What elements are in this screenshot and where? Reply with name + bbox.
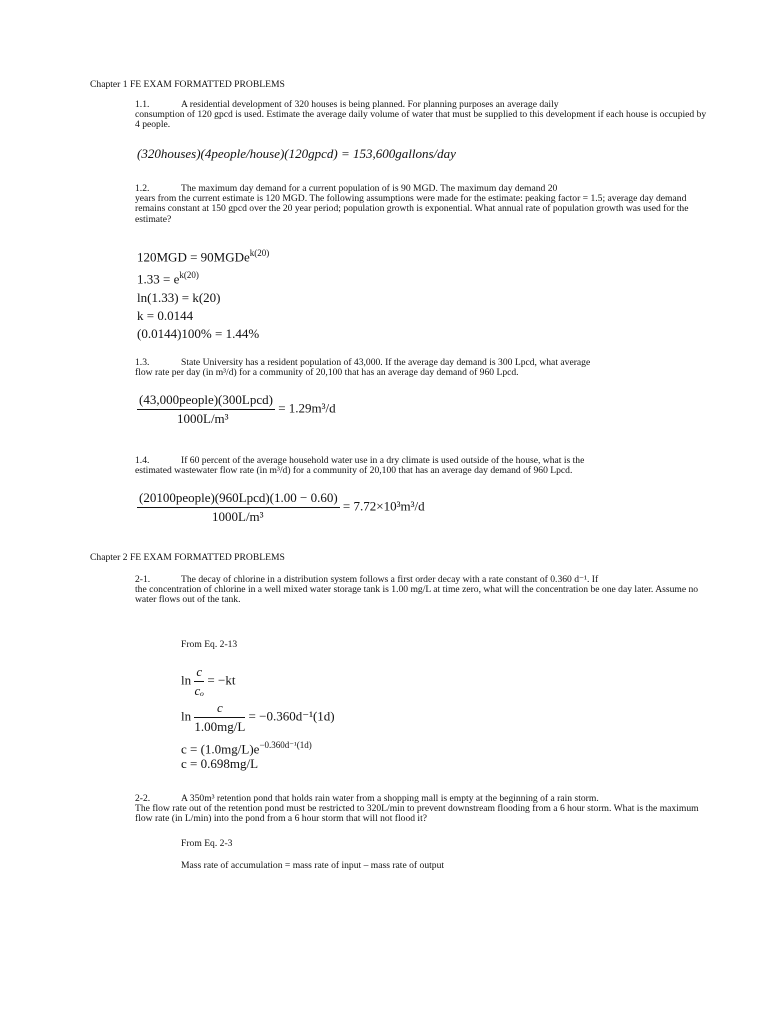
ln-operator: ln <box>181 672 192 688</box>
equation-line <box>137 244 269 266</box>
fraction-numerator: (43,000people)(300Lpcd) <box>137 392 275 410</box>
problem-1-3-equation <box>137 392 336 427</box>
problem-2-1-equation-2 <box>181 700 335 735</box>
problem-1-1-first-line: A residential development of 320 houses is being planned. For planning purposes an average daily <box>181 99 559 110</box>
problem-2-1-equation-1 <box>181 664 235 699</box>
exponent: −0.360d⁻¹(1d) <box>259 740 312 750</box>
equation-text: 120MGD = 90MGDe <box>137 249 250 265</box>
problem-2-1-equation-4: c = 0.698mg/L <box>181 756 259 771</box>
equation-result: = 1.29m³/d <box>278 400 336 416</box>
fraction-denominator: 1.00mg/L <box>194 719 246 734</box>
problem-2-2-reference: From Eq. 2-3 <box>181 838 233 849</box>
problem-1-4-text: estimated wastewater flow rate (in m³/d) for a community of 20,100 that has an average day demand of 960 Lpcd. <box>135 465 573 476</box>
fraction-numerator: c <box>194 700 245 718</box>
ln-operator: ln <box>181 708 192 724</box>
problem-1-4-number: 1.4. <box>135 455 150 466</box>
fraction-denominator: 1000L/m³ <box>212 509 264 524</box>
chapter1-heading: Chapter 1 FE EXAM FORMATTED PROBLEMS <box>90 79 285 90</box>
problem-1-2-equations <box>137 244 269 343</box>
problem-1-4-first-line: If 60 percent of the average household water use in a dry climate is used outside of the house, what is the <box>181 455 585 466</box>
exponent: k(20) <box>249 248 270 258</box>
equation-fraction <box>137 392 275 427</box>
problem-2-1-text: the concentration of chlorine in a well mixed water storage tank is 1.00 mg/L at time zero, what will the concentration be one day later. Assume no water flows out of the tank. <box>135 584 699 606</box>
problem-2-2-first-line: A 350m³ retention pond that holds rain water from a shopping mall is empty at the beginning of a rain storm. <box>181 793 599 804</box>
problem-2-2-number: 2-2. <box>135 793 151 804</box>
equation-fraction <box>194 700 245 735</box>
equation-line: ln(1.33) = k(20) <box>137 289 221 305</box>
equation-fraction <box>137 490 340 525</box>
equation-fraction <box>194 664 204 699</box>
problem-1-3-text: flow rate per day (in m³/d) for a community of 20,100 that has an average day demand of 960 Lpcd. <box>135 367 519 378</box>
problem-1-3-number: 1.3. <box>135 357 150 368</box>
problem-1-3-first-line: State University has a resident population of 43,000. If the average day demand is 300 Lpcd, what average <box>181 357 591 368</box>
equation-line: (0.0144)100% = 1.44% <box>137 325 260 341</box>
equation-text: 1.33 = e <box>137 271 180 287</box>
problem-1-2-number: 1.2. <box>135 183 150 194</box>
problem-2-2-mass-balance: Mass rate of accumulation = mass rate of input – mass rate of output <box>181 860 445 871</box>
problem-1-1-number: 1.1. <box>135 99 150 110</box>
equation-result: = 7.72×10³m³/d <box>342 498 425 514</box>
problem-1-2-text: years from the current estimate is 120 MGD. The following assumptions were made for the estimate: peaking factor = 1.5; average day demand remains constant at 150 gpcd over the 20 year period; population growth is exponential. What annual rate of population growth was used for the estimate? <box>135 193 689 225</box>
problem-1-1-text: consumption of 120 gpcd is used. Estimate the average daily volume of water that must be supplied to this development if each house is occupied by 4 people. <box>135 109 707 131</box>
problem-2-2-text: The flow rate out of the retention pond must be restricted to 320L/min to prevent downstream flooding from a 6 hour storm. What is the maximum flow rate (in L/min) into the pond from a 6 hour storm that will not flood it? <box>135 803 699 825</box>
equation-rhs: = −0.360d⁻¹(1d) <box>248 708 335 724</box>
equation-rhs: = −kt <box>207 672 236 688</box>
problem-2-1-number: 2-1. <box>135 574 151 585</box>
exponent: k(20) <box>179 270 199 281</box>
fraction-numerator: c <box>194 664 204 682</box>
problem-2-1-first-line: The decay of chlorine in a distribution system follows a first order decay with a rate constant of 0.360 d⁻¹. If <box>181 574 599 585</box>
problem-2-1-reference: From Eq. 2-13 <box>181 639 238 650</box>
chapter2-heading: Chapter 2 FE EXAM FORMATTED PROBLEMS <box>90 552 285 563</box>
equation-line: k = 0.0144 <box>137 307 194 323</box>
fraction-denominator: 1000L/m³ <box>177 411 229 426</box>
fraction-denominator: cₒ <box>194 683 204 698</box>
equation-text: c = (1.0mg/L)e <box>181 741 260 757</box>
fraction-numerator: (20100people)(960Lpcd)(1.00 − 0.60) <box>137 490 340 508</box>
equation-line <box>137 266 269 288</box>
problem-1-1-equation: (320houses)(4people/house)(120gpcd) = 153,600gallons/day <box>137 146 456 161</box>
problem-1-4-equation <box>137 490 425 525</box>
problem-1-2-first-line: The maximum day demand for a current population of is 90 MGD. The maximum day demand 20 <box>181 183 558 194</box>
